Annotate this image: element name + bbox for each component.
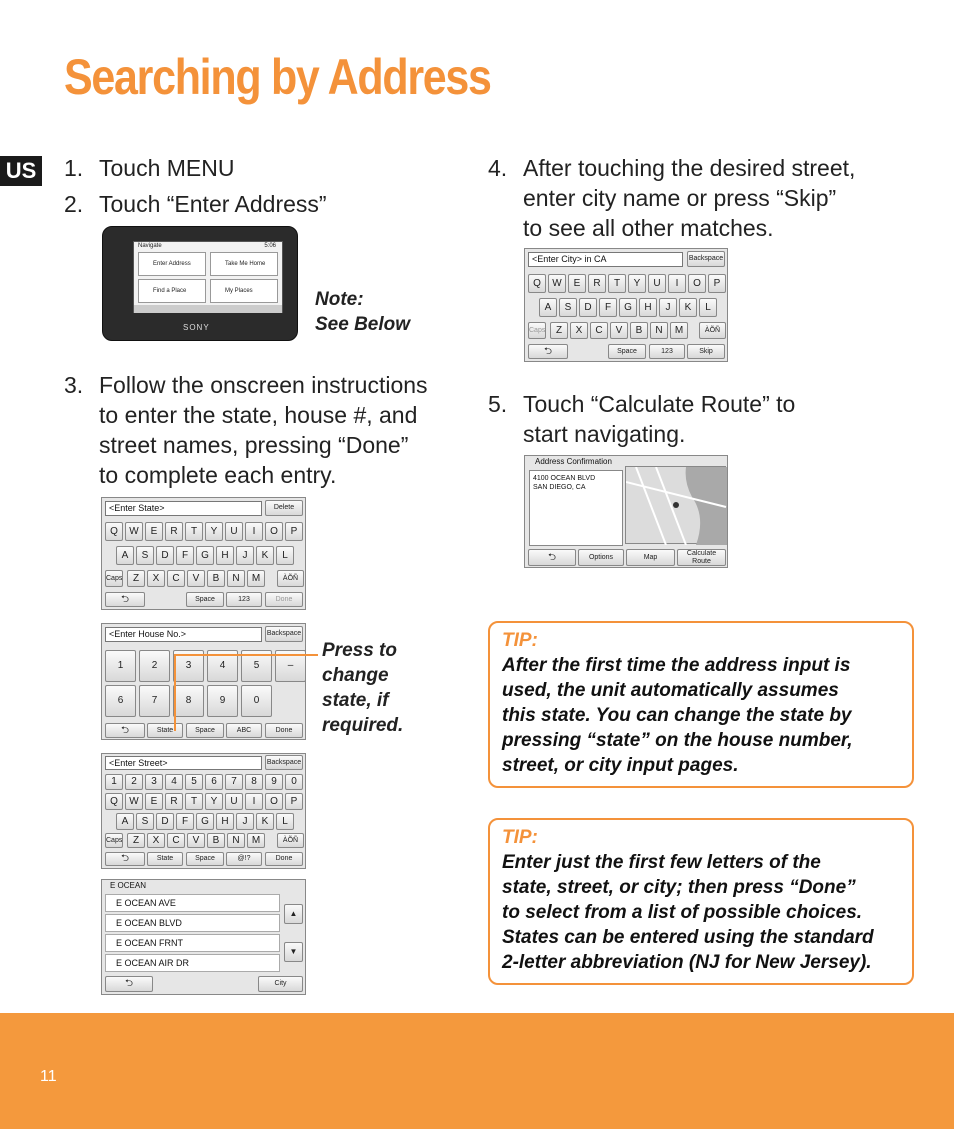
numeric-key[interactable]: 123 <box>226 592 262 607</box>
step-1 <box>64 153 464 183</box>
key[interactable]: Q <box>105 522 123 541</box>
step-number: 5. <box>488 391 508 417</box>
key[interactable]: 6 <box>205 774 223 790</box>
device-menu-screenshot <box>102 226 298 341</box>
key[interactable]: Y <box>628 274 646 293</box>
street-input-field[interactable]: <Enter Street> <box>105 756 262 770</box>
key[interactable]: U <box>225 522 243 541</box>
key[interactable]: K <box>256 813 274 830</box>
confirm-address: 4100 OCEAN BLVD SAN DIEGO, CA <box>529 470 623 546</box>
key[interactable]: 7 <box>225 774 243 790</box>
list-header: E OCEAN <box>110 881 147 890</box>
key[interactable]: S <box>136 813 154 830</box>
key[interactable]: – <box>275 650 306 682</box>
key[interactable]: X <box>147 570 165 587</box>
symbol-key[interactable]: @!? <box>226 852 262 866</box>
key[interactable]: I <box>245 522 263 541</box>
key[interactable]: H <box>639 298 657 317</box>
key[interactable]: I <box>245 793 263 810</box>
done-button[interactable]: Done <box>265 723 303 738</box>
state-input-field[interactable]: <Enter State> <box>105 501 262 516</box>
key[interactable]: 1 <box>105 650 136 682</box>
key[interactable]: G <box>619 298 637 317</box>
back-arrow-icon[interactable]: ⮌ <box>528 344 568 359</box>
key[interactable]: B <box>630 322 648 339</box>
key[interactable]: D <box>156 546 174 565</box>
key[interactable]: F <box>176 813 194 830</box>
key[interactable]: V <box>187 833 205 848</box>
key[interactable]: H <box>216 546 234 565</box>
house-number-input-field[interactable]: <Enter House No.> <box>105 627 262 642</box>
done-button[interactable]: Done <box>265 852 303 866</box>
key[interactable]: N <box>650 322 668 339</box>
key[interactable]: 3 <box>145 774 163 790</box>
key[interactable]: 8 <box>173 685 204 717</box>
key[interactable]: 9 <box>207 685 238 717</box>
button-label: Enter Address <box>153 261 191 267</box>
key[interactable]: 3 <box>173 650 204 682</box>
key[interactable]: J <box>236 546 254 565</box>
backspace-button[interactable]: Backspace <box>265 755 303 770</box>
back-arrow-icon[interactable]: ⮌ <box>105 852 145 866</box>
key[interactable]: L <box>276 546 294 565</box>
step-3 <box>64 370 474 492</box>
key[interactable]: F <box>176 546 194 565</box>
caps-key[interactable]: Caps <box>105 833 123 848</box>
address-confirmation-screenshot <box>524 455 728 568</box>
step-text: Touch “Calculate Route” to start navigating. <box>523 391 796 447</box>
step-number: 2. <box>64 191 84 217</box>
step-number: 4. <box>488 155 508 181</box>
key[interactable]: S <box>559 298 577 317</box>
key[interactable]: 2 <box>125 774 143 790</box>
list-item[interactable]: E OCEAN AIR DR <box>105 954 280 972</box>
device-brand-logo: SONY <box>183 323 210 332</box>
enter-address-button[interactable] <box>138 252 206 276</box>
key[interactable]: W <box>125 522 143 541</box>
key[interactable]: W <box>548 274 566 293</box>
callout-line-horizontal <box>174 654 318 656</box>
accent-key[interactable]: ÀÕÑ <box>277 833 304 848</box>
city-keyboard-screenshot <box>524 248 728 362</box>
key[interactable]: J <box>659 298 677 317</box>
key[interactable]: W <box>125 793 143 810</box>
route-map <box>625 466 726 544</box>
key[interactable]: R <box>588 274 606 293</box>
tip-box-1 <box>488 621 914 788</box>
key[interactable]: N <box>227 570 245 587</box>
key[interactable]: Z <box>127 833 145 848</box>
key[interactable]: Q <box>105 793 123 810</box>
step-text: Touch “Enter Address” <box>99 191 327 217</box>
step-text: Follow the onscreen instructions to enter the state, house #, and street names, pressing “Done” to complete each entry. <box>99 372 428 488</box>
caps-key[interactable]: Caps <box>528 322 546 339</box>
key[interactable]: D <box>156 813 174 830</box>
back-arrow-icon[interactable]: ⮌ <box>105 976 153 992</box>
tip-box-2 <box>488 818 914 985</box>
back-arrow-icon[interactable]: ⮌ <box>105 592 145 607</box>
done-button[interactable]: Done <box>265 592 303 607</box>
key[interactable]: Q <box>528 274 546 293</box>
abc-key[interactable]: ABC <box>226 723 262 738</box>
accent-key[interactable]: ÀÕÑ <box>699 322 726 339</box>
key[interactable]: M <box>247 570 265 587</box>
key[interactable]: 5 <box>185 774 203 790</box>
key[interactable]: A <box>116 546 134 565</box>
key[interactable]: T <box>185 522 203 541</box>
key[interactable]: T <box>185 793 203 810</box>
step-text: After touching the desired street, enter city name or press “Skip” to see all other matches. <box>523 155 856 241</box>
page-number: 11 <box>40 1068 57 1085</box>
key[interactable]: V <box>610 322 628 339</box>
space-key[interactable]: Space <box>608 344 646 359</box>
list-item[interactable]: E OCEAN AVE <box>105 894 280 912</box>
key[interactable]: O <box>688 274 706 293</box>
key[interactable]: 8 <box>245 774 263 790</box>
key[interactable]: N <box>227 833 245 848</box>
key[interactable]: O <box>265 793 283 810</box>
tip-heading: TIP: <box>502 827 538 848</box>
state-button[interactable]: State <box>147 723 183 738</box>
tip-body: After the first time the address input is used, the unit automatically assumes this state. You can change the state by pressing “state” on the house number, street, or city input pages. <box>502 655 853 776</box>
key[interactable]: K <box>679 298 697 317</box>
key[interactable]: 6 <box>105 685 136 717</box>
key[interactable]: 0 <box>241 685 272 717</box>
take-me-home-button[interactable] <box>210 252 278 276</box>
key[interactable]: C <box>167 833 185 848</box>
step-number: 3. <box>64 372 84 398</box>
step-5 <box>488 389 908 451</box>
button-label: My Places <box>225 288 253 294</box>
button-label: Find a Place <box>153 288 187 294</box>
map-button[interactable]: Map <box>626 549 675 566</box>
key[interactable]: B <box>207 833 225 848</box>
back-arrow-icon[interactable]: ⮌ <box>105 723 145 738</box>
backspace-button[interactable]: Backspace <box>687 251 725 267</box>
page-title: Searching by Address <box>64 49 491 105</box>
key[interactable]: X <box>570 322 588 339</box>
key[interactable]: U <box>225 793 243 810</box>
space-key[interactable]: Space <box>186 852 224 866</box>
key[interactable]: M <box>670 322 688 339</box>
house-number-keyboard-screenshot <box>101 623 306 740</box>
key[interactable]: E <box>568 274 586 293</box>
device-screen <box>133 241 283 313</box>
key[interactable]: Z <box>550 322 568 339</box>
caps-key[interactable]: Caps <box>105 570 123 587</box>
down-arrow-icon[interactable]: ▼ <box>284 942 303 962</box>
key[interactable]: C <box>590 322 608 339</box>
key[interactable]: I <box>668 274 686 293</box>
backspace-button[interactable]: Backspace <box>265 626 303 642</box>
button-label: Take Me Home <box>225 261 266 267</box>
key[interactable]: R <box>165 793 183 810</box>
key[interactable]: P <box>285 522 303 541</box>
confirm-header: Address Confirmation <box>535 457 612 466</box>
list-item[interactable]: E OCEAN BLVD <box>105 914 280 932</box>
key[interactable]: G <box>196 813 214 830</box>
key[interactable]: 2 <box>139 650 170 682</box>
key[interactable]: 0 <box>285 774 303 790</box>
key[interactable]: L <box>276 813 294 830</box>
delete-button[interactable]: Delete <box>265 500 303 516</box>
key[interactable]: V <box>187 570 205 587</box>
key[interactable]: T <box>608 274 626 293</box>
key[interactable]: C <box>167 570 185 587</box>
device-bottom-bar <box>134 305 282 313</box>
key[interactable]: K <box>256 546 274 565</box>
key[interactable]: X <box>147 833 165 848</box>
tip-body: Enter just the first few letters of the state, street, or city; then press “Done” to select from a list of possible choices. States can be entered using the standard 2-letter abbreviation (NJ for New Jersey). <box>502 852 874 973</box>
map-graphic <box>626 467 727 545</box>
callout-line-vertical <box>174 654 176 731</box>
key[interactable]: R <box>165 522 183 541</box>
skip-button[interactable]: Skip <box>687 344 725 359</box>
city-button[interactable]: City <box>258 976 303 992</box>
key[interactable]: 9 <box>265 774 283 790</box>
device-time: 5:06 <box>264 243 276 249</box>
key[interactable]: Y <box>205 793 223 810</box>
key[interactable]: 7 <box>139 685 170 717</box>
step-text: Touch MENU <box>99 155 235 181</box>
my-places-button[interactable] <box>210 279 278 303</box>
city-input-field[interactable]: <Enter City> in CA <box>528 252 683 267</box>
note-see-below: Note: See Below <box>315 289 411 335</box>
key[interactable]: A <box>116 813 134 830</box>
key[interactable]: L <box>699 298 717 317</box>
key[interactable]: E <box>145 793 163 810</box>
tip-heading: TIP: <box>502 630 538 651</box>
state-button[interactable]: State <box>147 852 183 866</box>
find-a-place-button[interactable] <box>138 279 206 303</box>
device-header: Navigate <box>138 243 162 249</box>
back-arrow-icon[interactable]: ⮌ <box>528 549 576 566</box>
key[interactable]: D <box>579 298 597 317</box>
street-list-screenshot <box>101 879 306 995</box>
key[interactable]: P <box>708 274 726 293</box>
key[interactable]: F <box>599 298 617 317</box>
note-press-state: Press to change state, if required. <box>322 640 404 736</box>
key[interactable]: O <box>265 522 283 541</box>
step-4 <box>488 153 908 245</box>
step-2 <box>64 189 464 219</box>
up-arrow-icon[interactable]: ▲ <box>284 904 303 924</box>
state-keyboard-screenshot <box>101 497 306 610</box>
key[interactable]: 5 <box>241 650 272 682</box>
options-button[interactable]: Options <box>578 549 624 566</box>
key[interactable]: M <box>247 833 265 848</box>
accent-key[interactable]: ÀÕÑ <box>277 570 304 587</box>
key[interactable]: P <box>285 793 303 810</box>
step-number: 1. <box>64 155 84 181</box>
key[interactable]: H <box>216 813 234 830</box>
key[interactable]: J <box>236 813 254 830</box>
list-item[interactable]: E OCEAN FRNT <box>105 934 280 952</box>
key[interactable]: B <box>207 570 225 587</box>
calculate-route-button[interactable]: Calculate Route <box>677 549 726 566</box>
street-keyboard-screenshot <box>101 753 306 869</box>
footer-band <box>0 1013 954 1129</box>
space-key[interactable]: Space <box>186 723 224 738</box>
key[interactable]: A <box>539 298 557 317</box>
key[interactable]: Z <box>127 570 145 587</box>
key[interactable]: 1 <box>105 774 123 790</box>
key[interactable]: E <box>145 522 163 541</box>
key[interactable]: G <box>196 546 214 565</box>
key[interactable]: Y <box>205 522 223 541</box>
language-badge: US <box>0 156 42 186</box>
space-key[interactable]: Space <box>186 592 224 607</box>
key[interactable]: U <box>648 274 666 293</box>
key[interactable]: S <box>136 546 154 565</box>
key[interactable]: 4 <box>165 774 183 790</box>
numeric-key[interactable]: 123 <box>649 344 685 359</box>
key[interactable]: 4 <box>207 650 238 682</box>
